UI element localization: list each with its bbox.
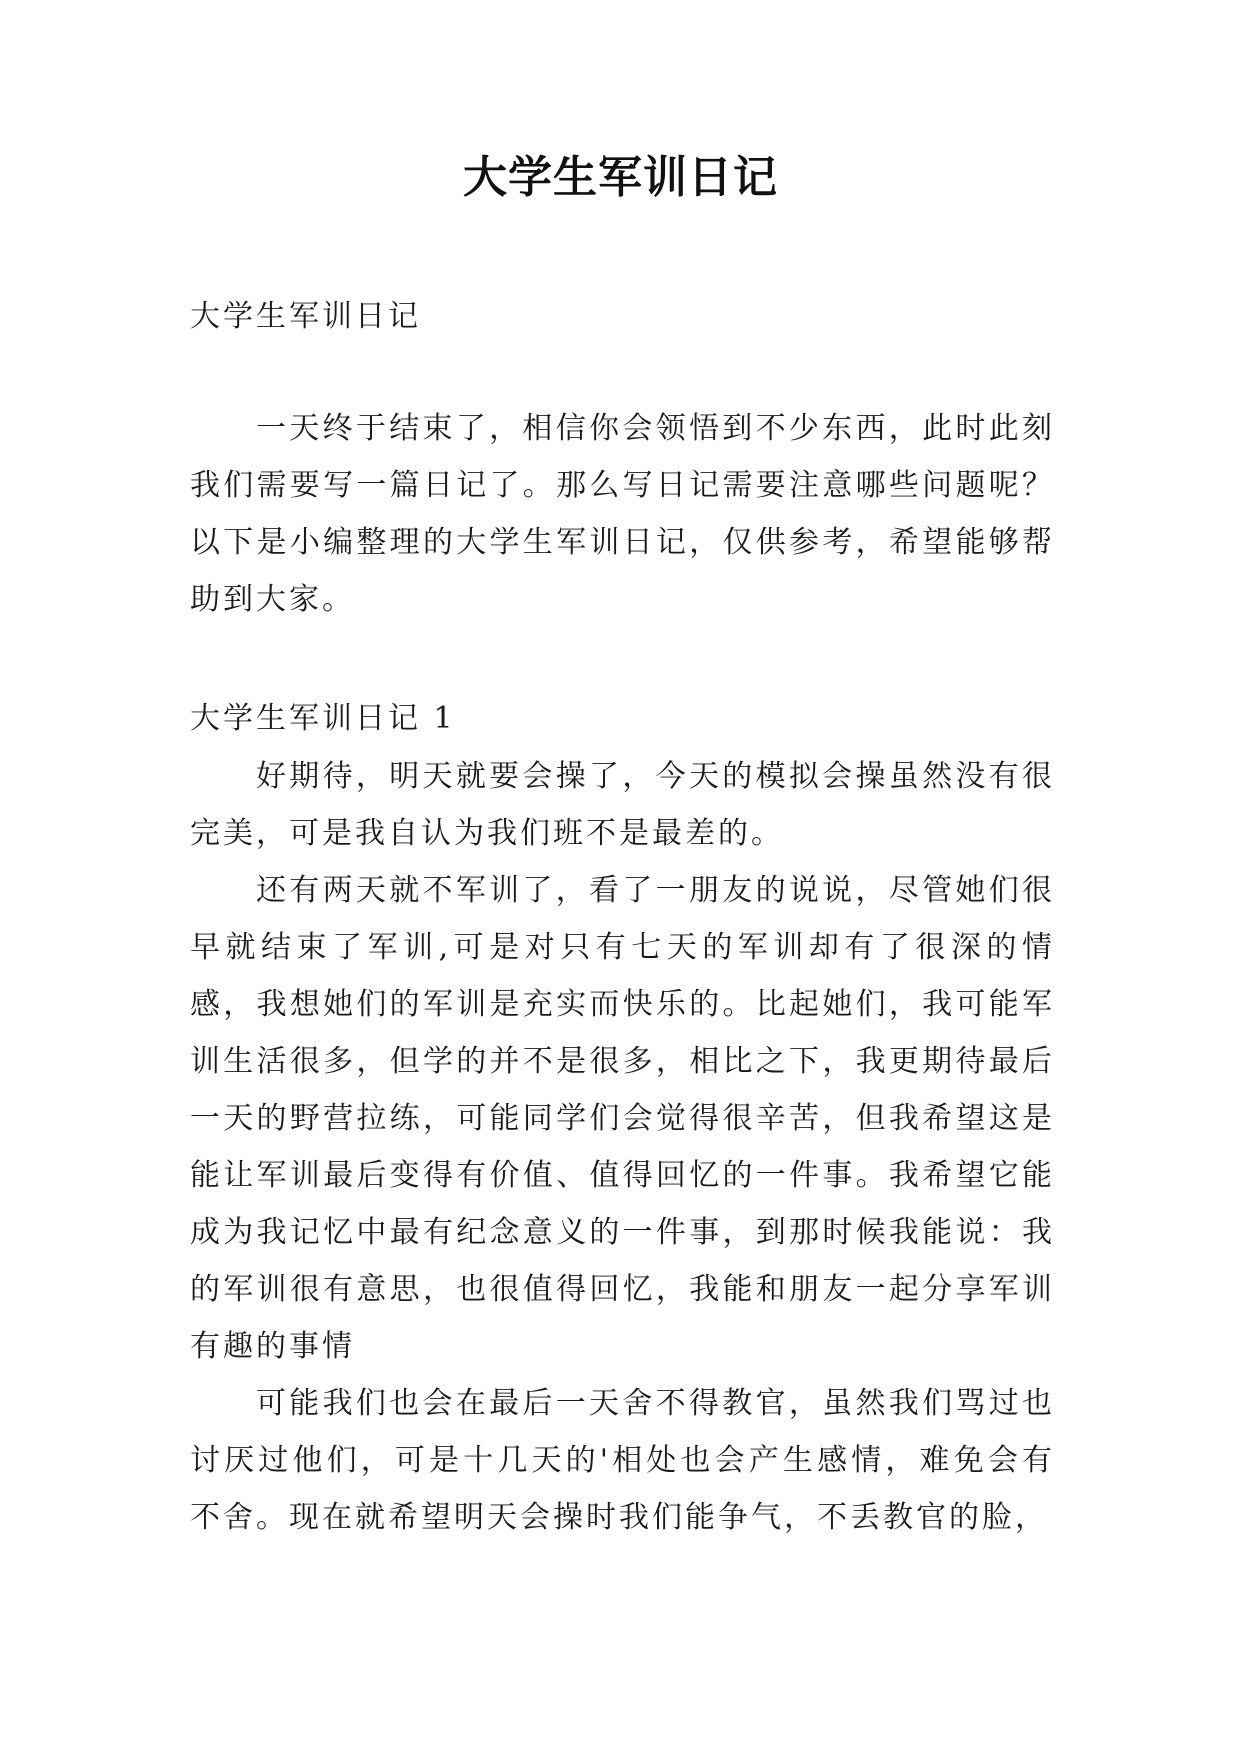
section-body	[190, 748, 1055, 1546]
intro-paragraph	[190, 400, 1055, 628]
section-heading-text: 大学生军训日记 1	[190, 701, 456, 736]
section-heading	[190, 690, 1055, 747]
section-paragraph-3: 可能我们也会在最后一天舍不得教官，虽然我们骂过也讨厌过他们，可是十几天的'相处也会产生感情，难免会有不舍。现在就希望明天会操时我们能争气，不丢教官的脸，	[190, 1386, 1055, 1535]
document-title: 大学生军训日记	[463, 152, 778, 203]
intro-text: 一天终于结束了，相信你会领悟到不少东西，此时此刻我们需要写一篇日记了。那么写日记需要注意哪些问题呢？以下是小编整理的大学生军训日记，仅供参考，希望能够帮助到大家。	[190, 411, 1055, 617]
document-subtitle	[190, 288, 1055, 345]
section-paragraph-1: 好期待，明天就要会操了，今天的模拟会操虽然没有很完美，可是我自认为我们班不是最差的。	[190, 759, 1055, 851]
subtitle-text: 大学生军训日记	[190, 299, 421, 334]
section-paragraph-2: 还有两天就不军训了，看了一朋友的说说，尽管她们很早就结束了军训,可是对只有七天的军训却有了很深的情感，我想她们的军训是充实而快乐的。比起她们，我可能军训生活很多，但学的并不是很多，相比之下，我更期待最后一天的野营拉练，可能同学们会觉得很辛苦，但我希望这是能让军训最后变得有价值、值得回忆的一件事。我希望它能成为我记忆中最有纪念意义的一件事，到那时候我能说：我的军训很有意思，也很值得回忆，我能和朋友一起分享军训有趣的事情	[190, 873, 1055, 1364]
